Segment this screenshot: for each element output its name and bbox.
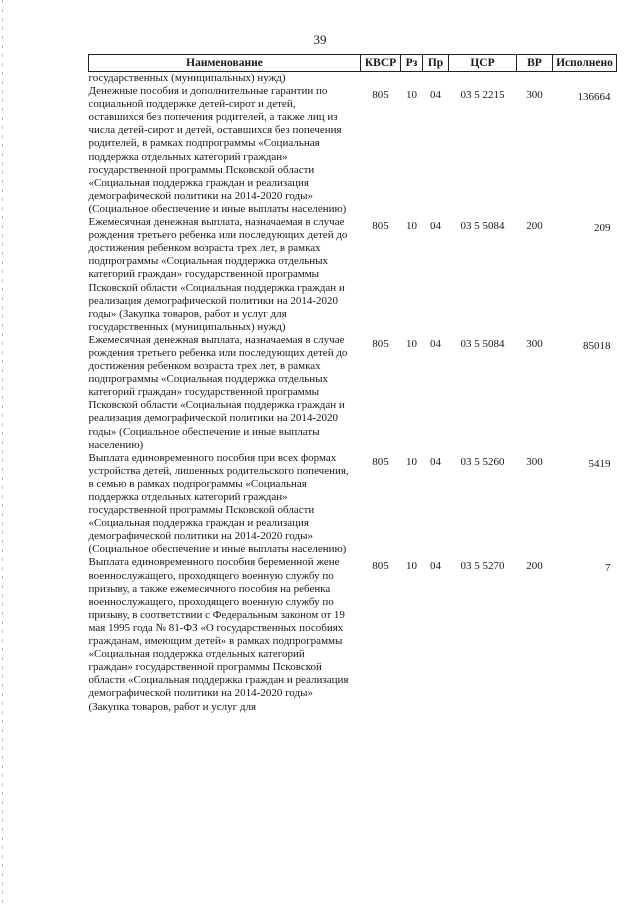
row-pr: 04 xyxy=(430,560,441,573)
table-row-continuation xyxy=(89,72,617,86)
row-name: Денежные пособия и дополнительные гарантии по социальной поддержке детей-сирот и детей, оставшихся без попечения родителей, а также лиц из числа детей-сирот и детей, оставшихся без попечения родителей, в рамках подпрограммы «Социальная поддержка отдельных категорий граждан» государственной программы Псковской области «Социальная поддержка граждан и реализация демографической политики на 2014-2020 годы» (Социальное обеспечение и иные выплаты населению) xyxy=(88,85,347,215)
row-csr: 03 5 2215 xyxy=(460,89,505,102)
header-csr: ЦСР xyxy=(449,55,517,72)
row-rz: 10 xyxy=(406,560,417,573)
row-name: Выплата единовременного пособия при всех формах устройства детей, лишенных родительского попечения, в семью в рамках подпрограммы «Социальная поддержка отдельных категорий граждан» государственной программы Псковской области «Социальная поддержка граждан и реализация демографической политики на 2014-2020 годы» (Социальное обеспечение и иные выплаты населению) xyxy=(88,451,349,556)
row-vr: 300 xyxy=(526,455,543,468)
header-kvsr: КВСР xyxy=(361,55,401,72)
row-executed: 7 xyxy=(605,562,611,575)
row-kvsr: 805 xyxy=(372,220,389,233)
row-rz: 10 xyxy=(406,89,417,102)
row-rz: 10 xyxy=(406,455,417,468)
header-rz: Рз xyxy=(401,55,423,72)
table-row xyxy=(89,556,617,713)
row-name: Ежемесячная денежная выплата, назначаемая в случае рождения третьего ребенка или последующих детей до достижения ребенком возраста трех лет, в рамках подпрограммы «Социальная поддержка отдельных категорий граждан» государственной программы Псковской области «Социальная поддержка граждан и реализация демографической политики на 2014-2020 годы» (Социальное обеспечение и иные выплаты населению) xyxy=(88,333,348,451)
row-pr: 04 xyxy=(430,455,441,468)
scan-edge-artifact xyxy=(2,0,3,905)
table-row xyxy=(89,85,617,216)
header-executed: Исполнено xyxy=(553,55,617,72)
row-kvsr: 805 xyxy=(372,455,389,468)
row-csr: 03 5 5270 xyxy=(460,560,505,573)
row-executed: 136664 xyxy=(577,91,611,104)
row-name: Ежемесячная денежная выплата, назначаемая в случае рождения третьего ребенка или последующих детей до достижения ребенком возраста трех лет, в рамках подпрограммы «Социальная поддержка отдельных категорий граждан» государственной программы Псковской области «Социальная поддержка граждан и реализация демографической политики на 2014-2020 годы» (Закупка товаров, работ и услуг для государственных (муниципальных) нужд) xyxy=(88,216,348,333)
row-csr: 03 5 5084 xyxy=(460,337,505,350)
row-kvsr: 805 xyxy=(372,89,389,102)
row-name: Выплата единовременного пособия беременной жене военнослужащего, проходящего военную службу по призыву, а также ежемесячного пособия на ребенка военнослужащего, проходящего военную службу по призыву, в соответствии с Федеральным законом от 19 мая 1995 года № 81-ФЗ «О государственных пособиях гражданам, имеющим детей» в рамках подпрограммы «Социальная поддержка отдельных категорий граждан» государственной программы Псковской области «Социальная поддержка граждан и реализация демографической политики на 2014-2020 годы» (Закупка товаров, работ и услуг для xyxy=(88,556,349,713)
row-pr: 04 xyxy=(430,220,441,233)
row-executed: 5419 xyxy=(588,457,611,470)
page-number: 39 xyxy=(313,32,327,47)
row-vr: 200 xyxy=(526,220,543,233)
row-csr: 03 5 5084 xyxy=(460,220,505,233)
row-kvsr: 805 xyxy=(372,560,389,573)
header-pr: Пр xyxy=(423,55,449,72)
budget-table xyxy=(88,54,617,714)
row-rz: 10 xyxy=(406,337,417,350)
table-header-row xyxy=(89,55,617,72)
row-executed: 85018 xyxy=(583,339,611,352)
row-vr: 200 xyxy=(526,560,543,573)
table-row xyxy=(89,216,617,334)
continuation-text: государственных (муниципальных) нужд) xyxy=(88,72,286,84)
row-pr: 04 xyxy=(430,89,441,102)
row-rz: 10 xyxy=(406,220,417,233)
row-vr: 300 xyxy=(526,337,543,350)
row-csr: 03 5 5260 xyxy=(460,455,505,468)
row-vr: 300 xyxy=(526,89,543,102)
header-name: Наименование xyxy=(89,55,361,72)
header-vr: ВР xyxy=(517,55,553,72)
row-executed: 209 xyxy=(594,222,611,235)
table-row xyxy=(89,334,617,452)
row-kvsr: 805 xyxy=(372,337,389,350)
table-row xyxy=(89,452,617,557)
row-pr: 04 xyxy=(430,337,441,350)
